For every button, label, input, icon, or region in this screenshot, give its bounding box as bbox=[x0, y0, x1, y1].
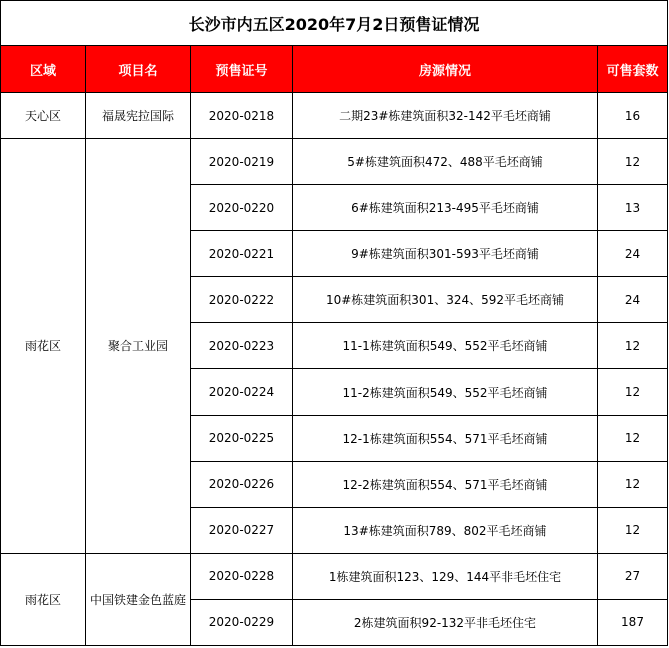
table-row bbox=[1, 553, 668, 599]
table-title: 长沙市内五区2020年7月2日预售证情况 bbox=[1, 1, 668, 46]
count-cell: 13 bbox=[598, 185, 668, 231]
table-body bbox=[1, 93, 668, 646]
listing-cell: 11-2栋建筑面积549、552平毛坯商铺 bbox=[293, 369, 598, 415]
table-row bbox=[1, 139, 668, 185]
table-row bbox=[1, 93, 668, 139]
cert-cell: 2020-0219 bbox=[191, 139, 293, 185]
listing-cell: 1栋建筑面积123、129、144平非毛坯住宅 bbox=[293, 553, 598, 599]
cert-cell: 2020-0224 bbox=[191, 369, 293, 415]
district-cell: 雨花区 bbox=[1, 553, 86, 645]
cert-cell: 2020-0229 bbox=[191, 599, 293, 645]
cert-cell: 2020-0227 bbox=[191, 507, 293, 553]
count-cell: 24 bbox=[598, 277, 668, 323]
header-count: 可售套数 bbox=[598, 46, 668, 93]
listing-cell: 二期23#栋建筑面积32-142平毛坯商铺 bbox=[293, 93, 598, 139]
listing-cell: 11-1栋建筑面积549、552平毛坯商铺 bbox=[293, 323, 598, 369]
cert-cell: 2020-0221 bbox=[191, 231, 293, 277]
count-cell: 12 bbox=[598, 415, 668, 461]
listing-cell: 6#栋建筑面积213-495平毛坯商铺 bbox=[293, 185, 598, 231]
count-cell: 16 bbox=[598, 93, 668, 139]
cert-cell: 2020-0218 bbox=[191, 93, 293, 139]
district-cell: 天心区 bbox=[1, 93, 86, 139]
district-cell: 雨花区 bbox=[1, 139, 86, 554]
listing-cell: 12-1栋建筑面积554、571平毛坯商铺 bbox=[293, 415, 598, 461]
header-listing: 房源情况 bbox=[293, 46, 598, 93]
listing-cell: 13#栋建筑面积789、802平毛坯商铺 bbox=[293, 507, 598, 553]
count-cell: 24 bbox=[598, 231, 668, 277]
count-cell: 12 bbox=[598, 507, 668, 553]
cert-cell: 2020-0226 bbox=[191, 461, 293, 507]
project-cell: 聚合工业园 bbox=[86, 139, 191, 554]
header-district: 区域 bbox=[1, 46, 86, 93]
cert-cell: 2020-0225 bbox=[191, 415, 293, 461]
listing-cell: 12-2栋建筑面积554、571平毛坯商铺 bbox=[293, 461, 598, 507]
cert-cell: 2020-0222 bbox=[191, 277, 293, 323]
cert-cell: 2020-0220 bbox=[191, 185, 293, 231]
count-cell: 27 bbox=[598, 553, 668, 599]
cert-cell: 2020-0223 bbox=[191, 323, 293, 369]
count-cell: 12 bbox=[598, 461, 668, 507]
listing-cell: 9#栋建筑面积301-593平毛坯商铺 bbox=[293, 231, 598, 277]
count-cell: 12 bbox=[598, 369, 668, 415]
count-cell: 12 bbox=[598, 323, 668, 369]
header-project: 项目名 bbox=[86, 46, 191, 93]
listing-cell: 5#栋建筑面积472、488平毛坯商铺 bbox=[293, 139, 598, 185]
project-cell: 中国铁建金色蓝庭 bbox=[86, 553, 191, 645]
project-cell: 福晟宪拉国际 bbox=[86, 93, 191, 139]
listing-cell: 10#栋建筑面积301、324、592平毛坯商铺 bbox=[293, 277, 598, 323]
header-cert: 预售证号 bbox=[191, 46, 293, 93]
cert-cell: 2020-0228 bbox=[191, 553, 293, 599]
count-cell: 187 bbox=[598, 599, 668, 645]
count-cell: 12 bbox=[598, 139, 668, 185]
listing-cell: 2栋建筑面积92-132平非毛坯住宅 bbox=[293, 599, 598, 645]
